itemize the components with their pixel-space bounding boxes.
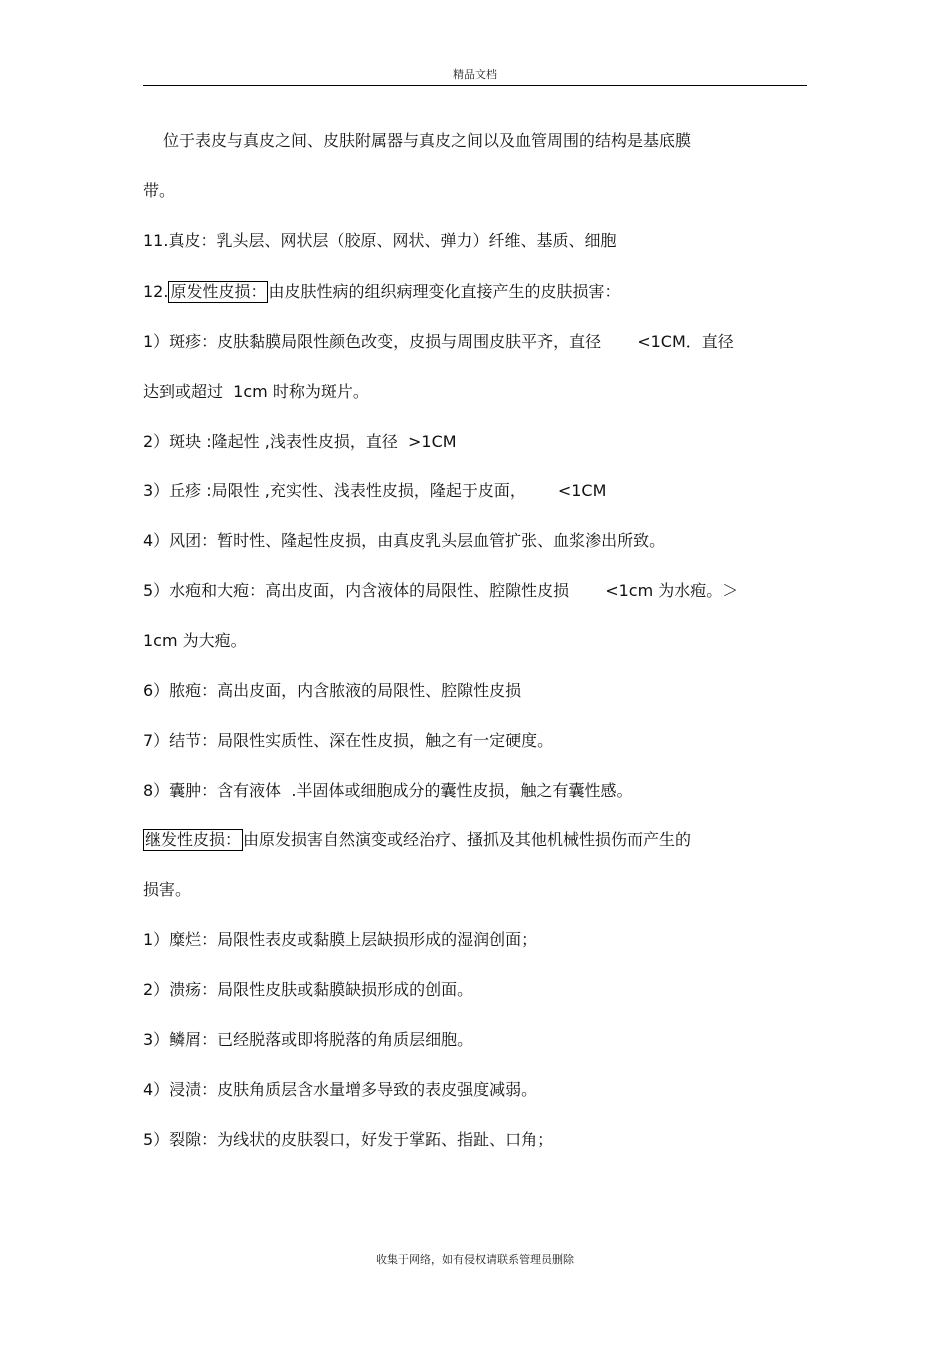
list-item-text: <1CM [557, 481, 607, 500]
list-item: 1cm 为大疱。 [143, 631, 247, 650]
boxed-term: 继发性皮损： [145, 830, 242, 849]
list-item: 1）糜烂：局限性表皮或黏膜上层缺损形成的湿润创面； [143, 930, 538, 949]
page-footer: 收集于网络，如有侵权请联系管理员删除 [376, 1253, 574, 1266]
paragraph-line: 损害。 [143, 880, 192, 899]
list-item: 5）裂隙：为线状的皮肤裂口，好发于掌跖、指趾、口角； [143, 1130, 554, 1149]
secondary-lesion-heading [143, 829, 691, 851]
list-item: 4）风团：暂时性、隆起性皮损，由真皮乳头层血管扩张、血浆渗出所致。 [143, 531, 666, 550]
heading-prefix: 12. [143, 282, 169, 301]
paragraph-line: 带。 [143, 181, 176, 200]
page-header: 精品文档 [453, 68, 497, 81]
list-item [143, 580, 738, 602]
list-item-text: 5）水疱和大疱：高出皮面，内含液体的局限性、腔隙性皮损 [143, 581, 570, 600]
list-item: 6）脓疱：高出皮面，内含脓液的局限性、腔隙性皮损 [143, 681, 522, 700]
list-item-text: <1cm 为水疱。＞ [605, 581, 739, 600]
list-item: 2）斑块 :隆起性 ,浅表性皮损，直径 >1CM [143, 432, 457, 451]
paragraph-line: 11.真皮：乳头层、网状层（胶原、网状、弹力）纤维、基质、细胞 [143, 231, 617, 250]
list-item: 8）囊肿：含有液体 .半固体或细胞成分的囊性皮损，触之有囊性感。 [143, 781, 633, 800]
list-item: 7）结节：局限性实质性、深在性皮损，触之有一定硬度。 [143, 731, 554, 750]
boxed-term: 原发性皮损： [170, 282, 267, 301]
list-item-text: <1CM．直径 [637, 332, 734, 351]
list-item: 3）鳞屑：已经脱落或即将脱落的角质层细胞。 [143, 1030, 474, 1049]
list-item [143, 331, 734, 353]
list-item [143, 480, 606, 502]
heading-definition: 由皮肤性病的组织病理变化直接产生的皮肤损害： [268, 282, 621, 301]
paragraph-line: 位于表皮与真皮之间、皮肤附属器与真皮之间以及血管周围的结构是基底膜 [163, 131, 692, 150]
list-item-text: 3）丘疹 :局限性 ,充实性、浅表性皮损，隆起于皮面， [143, 481, 526, 500]
list-item: 4）浸渍：皮肤角质层含水量增多导致的表皮强度减弱。 [143, 1080, 538, 1099]
header-divider [143, 85, 807, 86]
list-item: 达到或超过 1cm 时称为斑片。 [143, 382, 369, 401]
heading-definition: 由原发损害自然演变或经治疗、搔抓及其他机械性损伤而产生的 [243, 830, 692, 849]
primary-lesion-heading [143, 281, 620, 303]
list-item-text: 1）斑疹：皮肤黏膜局限性颜色改变，皮损与周围皮肤平齐，直径 [143, 332, 602, 351]
list-item: 2）溃疡：局限性皮肤或黏膜缺损形成的创面。 [143, 980, 474, 999]
